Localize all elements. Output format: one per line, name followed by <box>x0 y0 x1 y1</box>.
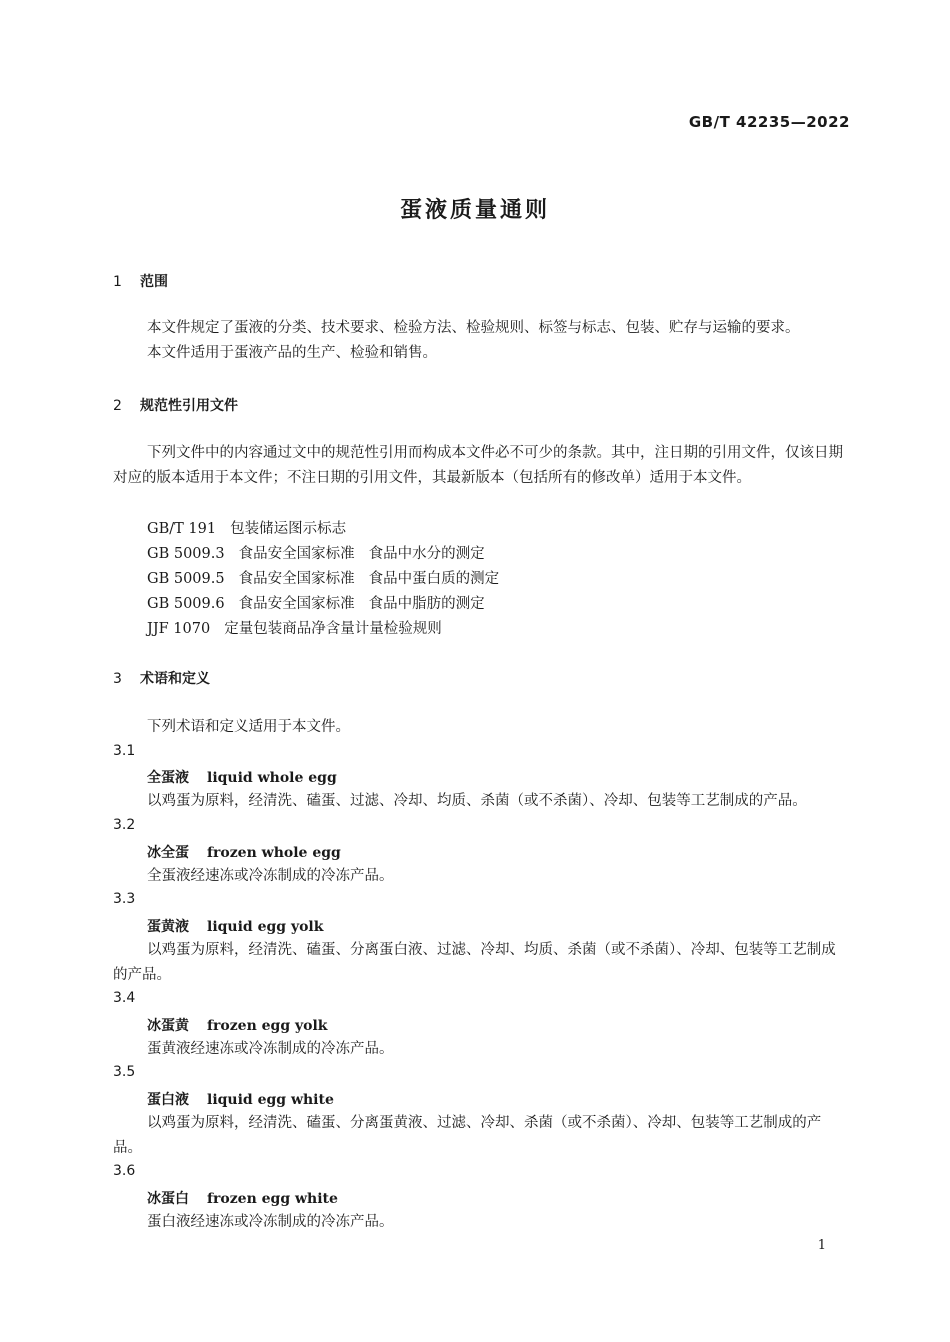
reference-title: 食品安全国家标准 <box>238 571 355 587</box>
term-zh: 冰全蛋 <box>147 845 189 861</box>
reference-item <box>147 617 442 638</box>
reference-code: GB/T 191 <box>147 521 217 537</box>
paragraph: 本文件适用于蛋液产品的生产、检验和销售。 <box>147 345 437 361</box>
term-heading <box>147 1089 334 1109</box>
section-heading-scope <box>113 271 168 291</box>
term-number: 3.3 <box>113 891 136 907</box>
reference-item <box>147 592 485 613</box>
section-heading-terms-and-definitions <box>113 668 210 688</box>
document-title: 蛋液质量通则 <box>399 198 550 223</box>
term-definition: 蛋白液经速冻或冷冻制成的冷冻产品。 <box>147 1214 394 1230</box>
section-title: 规范性引用文件 <box>140 398 238 414</box>
reference-item <box>147 542 485 563</box>
term-heading <box>147 1188 338 1208</box>
reference-title: 食品安全国家标准 <box>238 546 355 562</box>
paragraph: 本文件规定了蛋液的分类、技术要求、检验方法、检验规则、标签与标志、包装、贮存与运输的要求。 <box>147 320 800 336</box>
term-number: 3.2 <box>113 817 136 833</box>
section-number: 3 <box>113 671 122 687</box>
reference-code: GB 5009.5 <box>147 571 225 587</box>
term-en: frozen whole egg <box>207 845 341 861</box>
paragraph: 下列文件中的内容通过文中的规范性引用而构成本文件必不可少的条款。其中，注日期的引用文件，仅该日期对应的版本适用于本文件；不注日期的引用文件，其最新版本（包括所有的修改单）适用于本文件。 <box>113 445 843 486</box>
term-number: 3.1 <box>113 743 136 759</box>
term-definition: 以鸡蛋为原料，经清洗、磕蛋、分离蛋白液、过滤、冷却、均质、杀菌（或不杀菌）、冷却、包装等工艺制成的产品。 <box>113 942 836 983</box>
term-definition: 蛋黄液经速冻或冷冻制成的冷冻产品。 <box>147 1041 394 1057</box>
section-title: 范围 <box>140 274 168 290</box>
term-en: frozen egg yolk <box>207 1018 328 1034</box>
reference-title: 定量包装商品净含量计量检验规则 <box>224 621 442 637</box>
term-heading <box>147 842 341 862</box>
term-zh: 冰蛋白 <box>147 1191 189 1207</box>
term-definition: 全蛋液经速冻或冷冻制成的冷冻产品。 <box>147 868 394 884</box>
term-zh: 蛋白液 <box>147 1092 189 1108</box>
term-heading <box>147 916 323 936</box>
section-number: 1 <box>113 274 122 290</box>
term-number: 3.4 <box>113 990 136 1006</box>
reference-code: GB 5009.3 <box>147 546 225 562</box>
reference-item <box>147 567 499 588</box>
standard-number: GB/T 42235—2022 <box>688 113 850 131</box>
term-heading <box>147 767 337 787</box>
term-en: frozen egg white <box>207 1191 338 1207</box>
reference-subtitle: 食品中脂肪的测定 <box>368 596 485 612</box>
reference-subtitle: 食品中蛋白质的测定 <box>368 571 500 587</box>
reference-code: GB 5009.6 <box>147 596 225 612</box>
term-en: liquid whole egg <box>207 770 337 786</box>
term-number: 3.6 <box>113 1163 136 1179</box>
reference-title: 包装储运图示标志 <box>230 521 347 537</box>
term-en: liquid egg white <box>207 1092 334 1108</box>
term-heading <box>147 1015 328 1035</box>
reference-subtitle: 食品中水分的测定 <box>368 546 485 562</box>
reference-code: JJF 1070 <box>147 621 211 637</box>
section-title: 术语和定义 <box>140 671 210 687</box>
term-zh: 全蛋液 <box>147 770 189 786</box>
term-definition: 以鸡蛋为原料，经清洗、磕蛋、过滤、冷却、均质、杀菌（或不杀菌）、冷却、包装等工艺制成的产品。 <box>147 793 807 809</box>
term-zh: 蛋黄液 <box>147 919 189 935</box>
reference-title: 食品安全国家标准 <box>238 596 355 612</box>
page-number: 1 <box>817 1238 826 1253</box>
section-heading-normative-references <box>113 395 238 415</box>
term-number: 3.5 <box>113 1064 136 1080</box>
paragraph: 下列术语和定义适用于本文件。 <box>147 719 350 735</box>
reference-item <box>147 517 346 538</box>
term-zh: 冰蛋黄 <box>147 1018 189 1034</box>
section-number: 2 <box>113 398 122 414</box>
term-definition: 以鸡蛋为原料，经清洗、磕蛋、分离蛋黄液、过滤、冷却、杀菌（或不杀菌）、冷却、包装等工艺制成的产品。 <box>113 1115 822 1156</box>
term-en: liquid egg yolk <box>207 919 324 935</box>
